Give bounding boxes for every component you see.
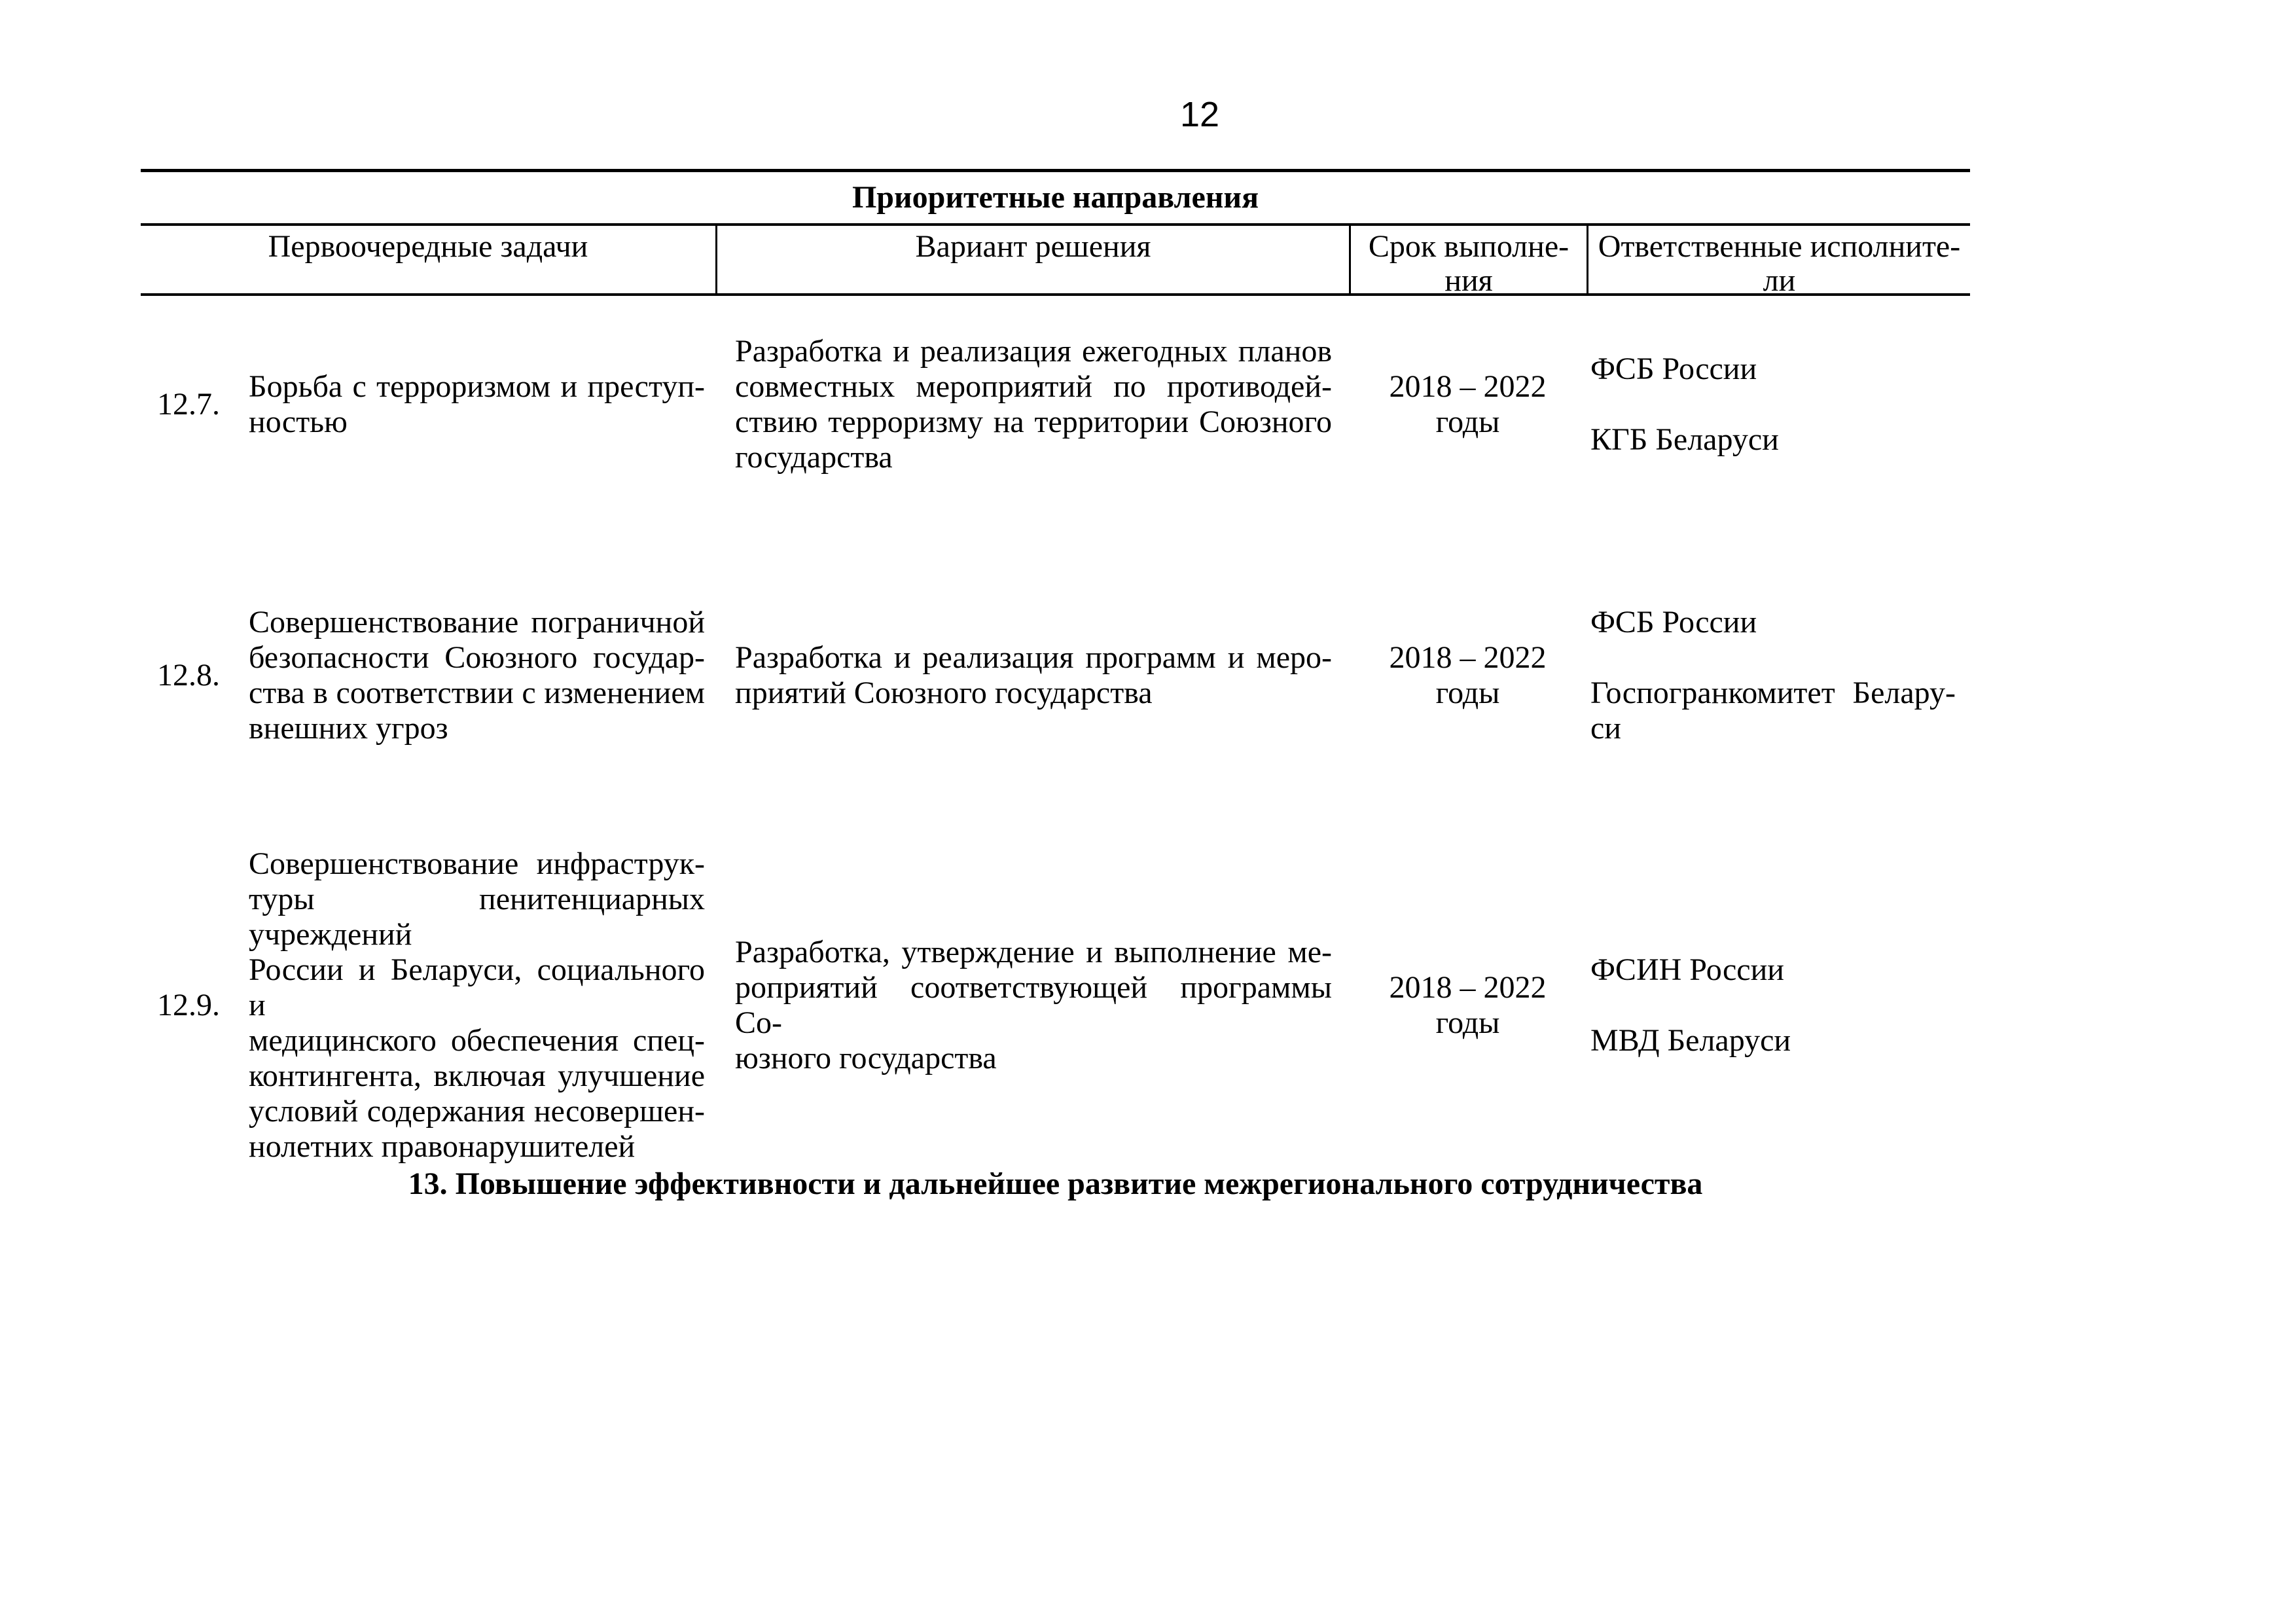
- header-cell-solution: Вариант решения: [715, 226, 1349, 293]
- cell-task: [141, 369, 715, 440]
- header-cell-term: Срок выполне- ния: [1349, 226, 1587, 293]
- cell-executors: ФСБ России Госпогранкомитет Белару- си: [1590, 605, 1956, 746]
- header-cell-tasks: Первоочередные задачи: [268, 229, 588, 264]
- cell-term: 2018 – 2022 годы: [1389, 970, 1547, 1040]
- row-number: 12.7.: [157, 386, 220, 422]
- cell-executors: ФСБ России КГБ Беларуси: [1590, 351, 1779, 457]
- section-13-heading: 13. Повышение эффективности и дальнейшее развитие межрегионального сотрудничества: [408, 1166, 1703, 1201]
- cell-task: [141, 846, 715, 1164]
- task-text: Совершенствование пограничной безопасности Союзного государ- ства в соответствии с изменением внешних угроз: [249, 605, 705, 746]
- cell-solution: Разработка, утверждение и выполнение ме- роприятий соответствующей программы Со- юзного государства: [735, 935, 1332, 1075]
- row-number: 12.9.: [157, 988, 220, 1022]
- header-cell-executors: Ответственные исполните- ли: [1587, 226, 1970, 293]
- cell-executors: ФСИН России МВД Беларуси: [1590, 952, 1791, 1058]
- priority-directions-table: [141, 169, 1970, 1172]
- cell-solution: Разработка и реализация ежегодных планов совместных мероприятий по противодей- ствию терроризму на территории Союзного государства: [735, 333, 1332, 475]
- task-text: Совершенствование инфраструк- туры пенитенциарных учреждений России и Беларуси, социального и медицинского обеспечения спец- контингента, включая улучшение условий содержания несовершен- нолетних правонарушителей: [249, 846, 705, 1164]
- page-number: 12: [1179, 95, 1220, 134]
- table-row: [141, 513, 1970, 839]
- cell-task: [141, 605, 715, 746]
- cell-term: 2018 – 2022 годы: [1389, 640, 1547, 710]
- cell-term: 2018 – 2022 годы: [1389, 369, 1547, 439]
- row-number: 12.8.: [157, 658, 220, 693]
- table-header-row: [141, 226, 1970, 296]
- table-row: [141, 296, 1970, 513]
- task-text: Борьба с терроризмом и преступ- ностью: [249, 369, 705, 439]
- cell-solution: Разработка и реализация программ и меро- приятий Союзного государства: [735, 640, 1332, 710]
- table-row: [141, 839, 1970, 1172]
- table-title: Приоритетные направления: [141, 169, 1970, 226]
